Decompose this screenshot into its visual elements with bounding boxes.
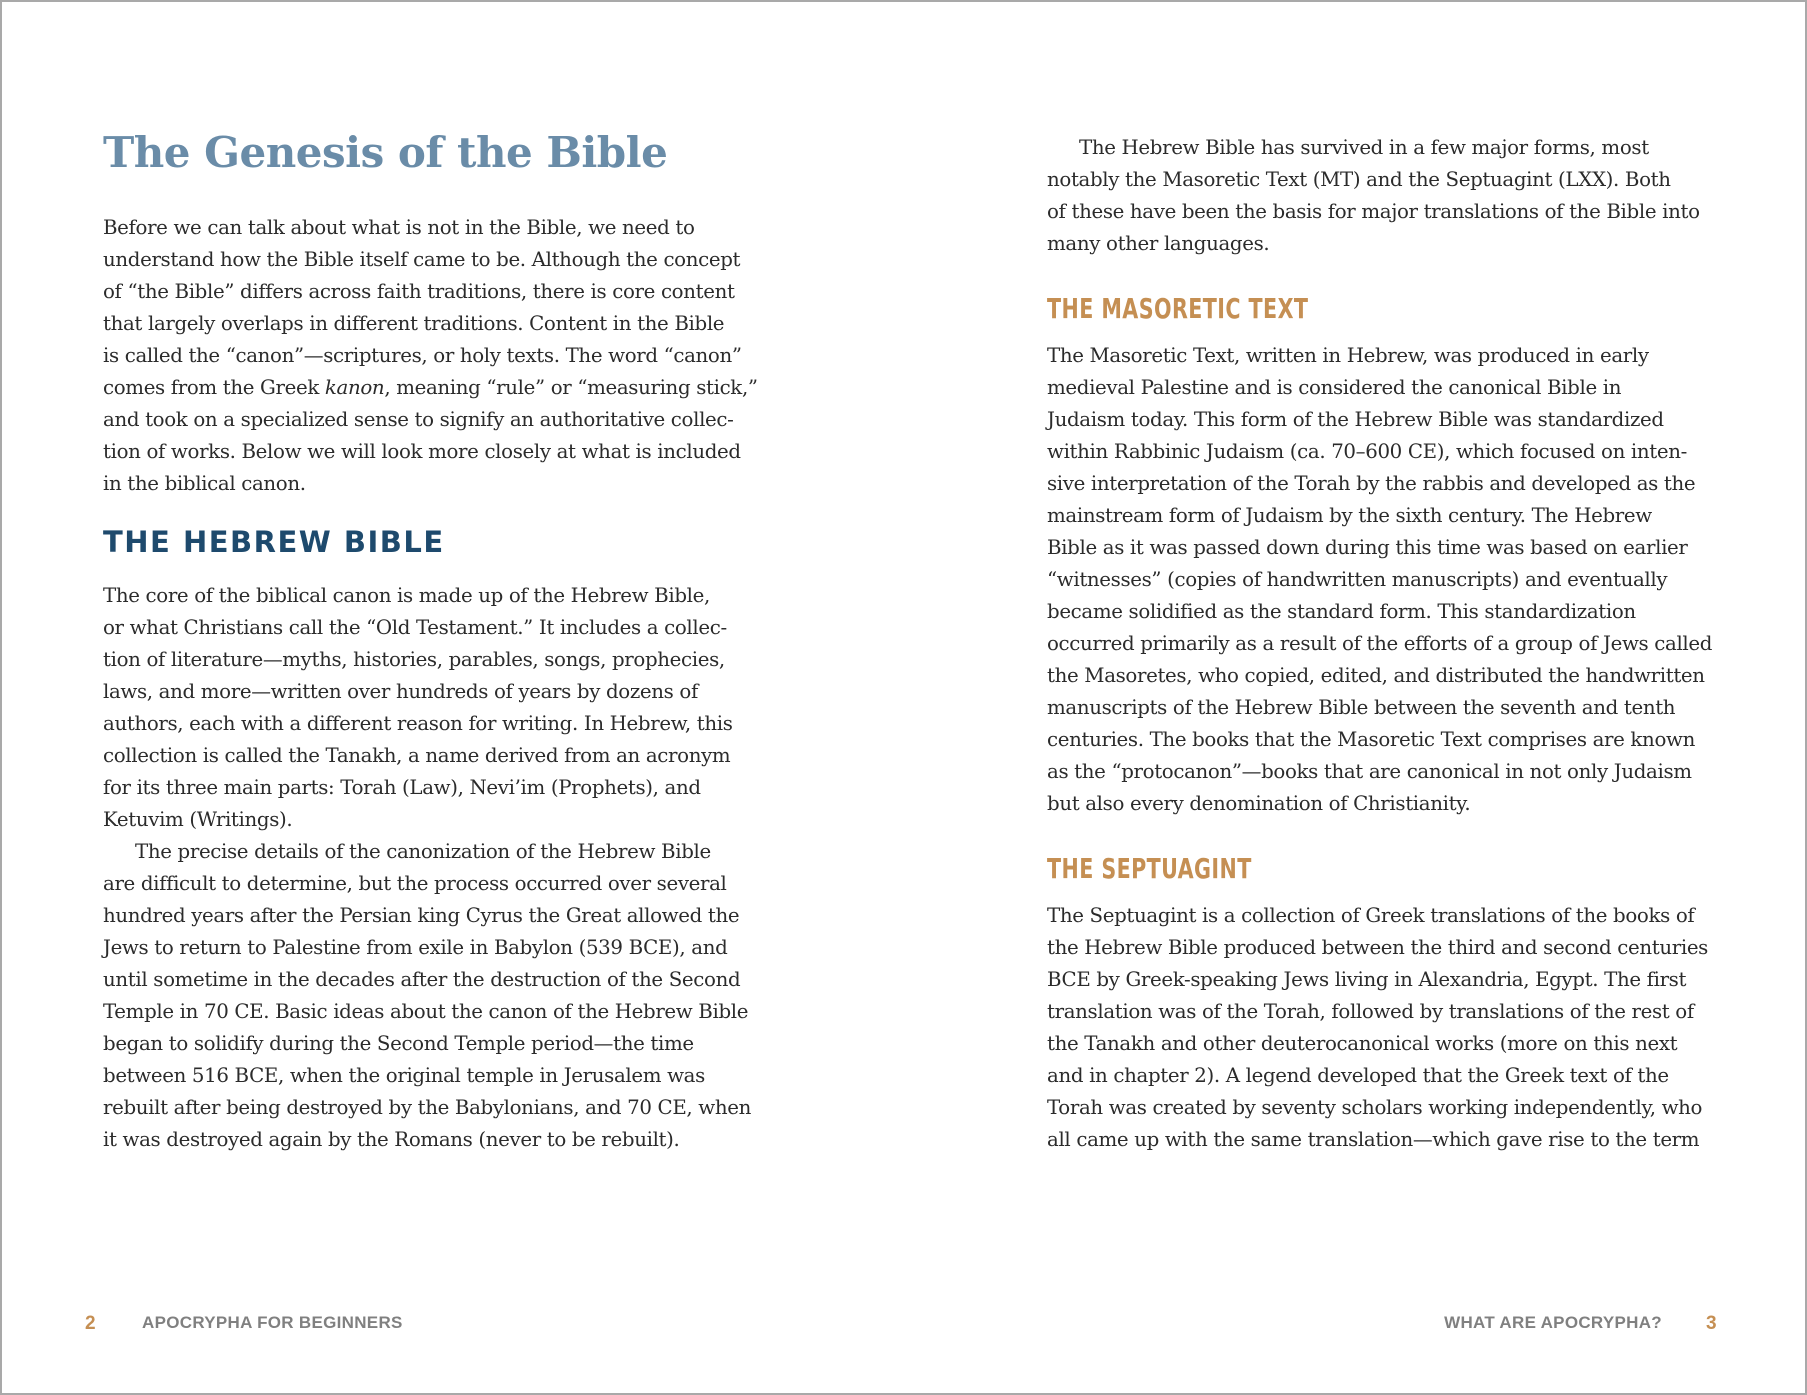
septuagint-paragraph (1047, 900, 1707, 1156)
text-line: is called the “canon”—scriptures, or holy texts. The word “canon” (103, 344, 742, 367)
text-line: the Hebrew Bible produced between the third and second centuries (1047, 936, 1708, 959)
section-heading-hebrew-bible: THE HEBREW BIBLE (103, 525, 445, 559)
text-line: that largely overlaps in different traditions. Content in the Bible (103, 312, 725, 335)
text-line: of these have been the basis for major translations of the Bible into (1047, 200, 1700, 223)
text-line: mainstream form of Judaism by the sixth century. The Hebrew (1047, 504, 1652, 527)
right-intro-paragraph (1047, 132, 1707, 260)
chapter-title: The Genesis of the Bible (103, 128, 668, 177)
text-line: and in chapter 2). A legend developed that the Greek text of the (1047, 1064, 1669, 1087)
text-line: The precise details of the canonization of the Hebrew Bible (135, 840, 711, 863)
text-line: collection is called the Tanakh, a name derived from an acronym (103, 744, 731, 767)
text-line: The Septuagint is a collection of Greek translations of the books of (1047, 904, 1695, 927)
text-line: it was destroyed again by the Romans (never to be rebuilt). (103, 1128, 680, 1151)
text-line: all came up with the same translation—which gave rise to the term (1047, 1128, 1700, 1151)
text-line: but also every denomination of Christianity. (1047, 792, 1471, 815)
text-line: tion of works. Below we will look more closely at what is included (103, 440, 741, 463)
text-line: The Masoretic Text, written in Hebrew, was produced in early (1047, 344, 1649, 367)
text-line: tion of literature—myths, histories, parables, songs, prophecies, (103, 648, 725, 671)
text-line: medieval Palestine and is considered the canonical Bible in (1047, 376, 1622, 399)
text-line: in the biblical canon. (103, 472, 306, 495)
left-page (103, 0, 758, 1395)
masoretic-text-paragraph (1047, 340, 1713, 820)
text-line: between 516 BCE, when the original temple in Jerusalem was (103, 1064, 705, 1087)
text-line: occurred primarily as a result of the efforts of a group of Jews called (1047, 632, 1713, 655)
text-line: began to solidify during the Second Temple period—the time (103, 1032, 694, 1055)
text-line: Judaism today. This form of the Hebrew Bible was standardized (1047, 408, 1664, 431)
text-line: hundred years after the Persian king Cyrus the Great allowed the (103, 904, 740, 927)
hebrew-bible-paragraph-2 (103, 836, 753, 1156)
text-line: for its three main parts: Torah (Law), Nevi’im (Prophets), and (103, 776, 701, 799)
text-line: centuries. The books that the Masoretic Text comprises are known (1047, 728, 1695, 751)
footer-chapter-title: WHAT ARE APOCRYPHA? (1444, 1313, 1662, 1332)
footer-book-title: APOCRYPHA FOR BEGINNERS (142, 1313, 403, 1332)
text-line: Jews to return to Palestine from exile in Babylon (539 BCE), and (103, 936, 728, 959)
text-line: and took on a specialized sense to signify an authoritative collec- (103, 408, 734, 431)
text-line: authors, each with a different reason for writing. In Hebrew, this (103, 712, 733, 735)
text-line: manuscripts of the Hebrew Bible between the seventh and tenth (1047, 696, 1676, 719)
text-line: as the “protocanon”—books that are canonical in not only Judaism (1047, 760, 1692, 783)
section-heading-masoretic-text: THE MASORETIC TEXT (1047, 292, 1309, 325)
intro-paragraph (103, 212, 758, 500)
text-line: Before we can talk about what is not in the Bible, we need to (103, 216, 695, 239)
text-line: translation was of the Torah, followed by translations of the rest of (1047, 1000, 1694, 1023)
text-line: “witnesses” (copies of handwritten manuscripts) and eventually (1047, 568, 1668, 591)
text-line: The core of the biblical canon is made up of the Hebrew Bible, (103, 584, 710, 607)
text-line: the Tanakh and other deuterocanonical works (more on this next (1047, 1032, 1678, 1055)
footer-page-number-right: 3 (1706, 1313, 1717, 1334)
text-line: many other languages. (1047, 232, 1270, 255)
text-line: became solidified as the standard form. This standardization (1047, 600, 1636, 623)
text-line: of “the Bible” differs across faith traditions, there is core content (103, 280, 735, 303)
italic-term: kanon (324, 376, 385, 399)
text-line: until sometime in the decades after the destruction of the Second (103, 968, 741, 991)
text-line: rebuilt after being destroyed by the Babylonians, and 70 CE, when (103, 1096, 752, 1119)
text-line: are difficult to determine, but the process occurred over several (103, 872, 727, 895)
hebrew-bible-paragraph-1 (103, 580, 753, 836)
text-line: Torah was created by seventy scholars working independently, who (1047, 1096, 1703, 1119)
text-line: notably the Masoretic Text (MT) and the Septuagint (LXX). Both (1047, 168, 1671, 191)
right-page (1047, 0, 1713, 1395)
text-line: laws, and more—written over hundreds of years by dozens of (103, 680, 698, 703)
text-line: or what Christians call the “Old Testament.” It includes a collec- (103, 616, 727, 639)
text-line: BCE by Greek-speaking Jews living in Alexandria, Egypt. The first (1047, 968, 1687, 991)
text-line: Ketuvim (Writings). (103, 808, 293, 831)
text-line: Temple in 70 CE. Basic ideas about the canon of the Hebrew Bible (103, 1000, 749, 1023)
section-heading-septuagint: THE SEPTUAGINT (1047, 852, 1252, 885)
footer-page-number-left: 2 (85, 1313, 96, 1334)
text-line-with-italic: comes from the Greek kanon, meaning “rule” or “measuring stick,” (103, 376, 758, 399)
text-line: understand how the Bible itself came to be. Although the concept (103, 248, 741, 271)
text-line: the Masoretes, who copied, edited, and distributed the handwritten (1047, 664, 1705, 687)
text-line: sive interpretation of the Torah by the rabbis and developed as the (1047, 472, 1696, 495)
text-line: The Hebrew Bible has survived in a few major forms, most (1079, 136, 1649, 159)
text-line: Bible as it was passed down during this time was based on earlier (1047, 536, 1688, 559)
text-line: within Rabbinic Judaism (ca. 70–600 CE), which focused on inten- (1047, 440, 1687, 463)
